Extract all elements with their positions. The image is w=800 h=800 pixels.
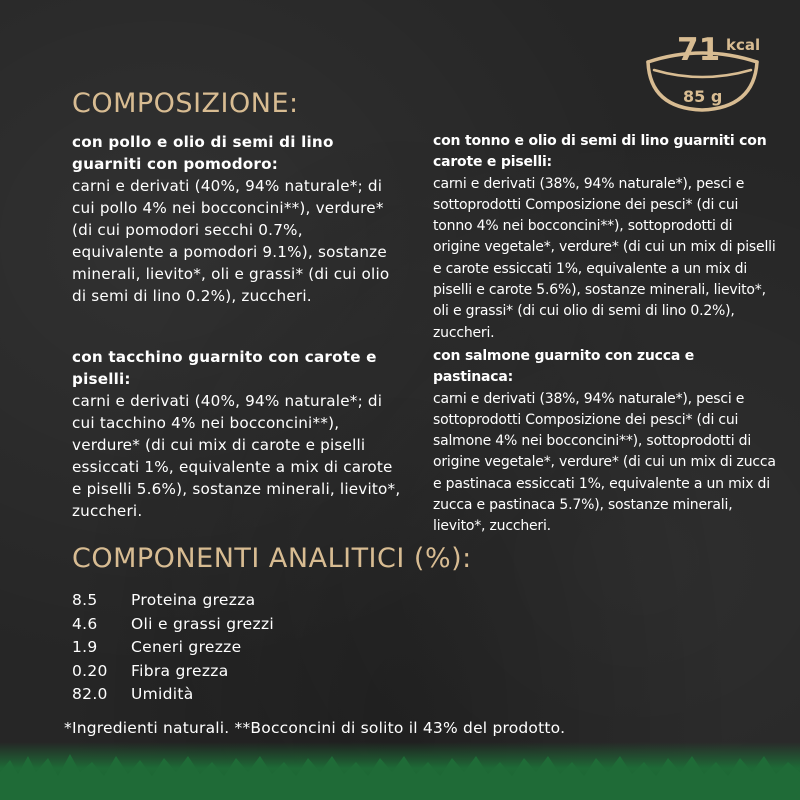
kcal-value: 71 — [677, 32, 721, 68]
analytics-label: Ceneri grezze — [131, 638, 242, 657]
variant-heading: con tacchino guarnito con carote e piselli: — [72, 348, 377, 388]
variant-ingredients: carni e derivati (38%, 94% naturale*), pesci e sottoprodotti Composizione dei pesci* (di cui tonno 4% nei bocconcini**), sottoprodotti di origine vegetale*, verdure* (di cui un mix di piselli e carote essiccati 1%, equivalente a un mix di piselli e carote 5.6%), sostanze minerali, lievito*, oli e grassi* (di cui olio di semi di lino 0.2%), zuccheri. — [433, 175, 776, 341]
composition-salmon — [433, 346, 778, 538]
portion-weight: 85 g — [683, 87, 723, 106]
variant-heading: con pollo e olio di semi di lino guarniti con pomodoro: — [72, 133, 334, 173]
variant-ingredients: carni e derivati (38%, 94% naturale*), pesci e sottoprodotti Composizione dei pesci* (di cui salmone 4% nei bocconcini**), sottoprodotti di origine vegetale*, verdure* (di cui un mix di zucca e pastinaca essiccati 1%, equivalente a un mix di zucca e pastinaca 5.7%), sostanze minerali, lievito*, zuccheri. — [433, 390, 776, 535]
analytics-value: 82.0 — [72, 685, 108, 704]
composition-tuna — [433, 131, 778, 344]
analytics-label: Fibra grezza — [131, 661, 229, 680]
analytics-label: Umidità — [131, 685, 194, 704]
variant-heading: con tonno e olio di semi di lino guarniti con carote e piselli: — [433, 133, 767, 171]
analytics-title: COMPONENTI ANALITICI (%): — [72, 543, 472, 574]
analytics-value: 8.5 — [72, 591, 98, 609]
variant-ingredients: carni e derivati (40%, 94% naturale*; di cui pollo 4% nei bocconcini**), verdure* (di cui pomodori secchi 0.7%, equivalente a pomodori 9.1%), sostanze minerali, lievito*, oli e grassi* (di cui olio di semi di lino 0.2%), zuccheri. — [72, 177, 390, 305]
composition-turkey — [72, 346, 402, 522]
analytics-value: 1.9 — [72, 638, 98, 657]
analytics-value: 4.6 — [72, 614, 98, 633]
analytics-row — [72, 683, 274, 707]
analytics-row — [72, 660, 274, 684]
analytics-row — [72, 589, 274, 613]
composition-title: COMPOSIZIONE: — [72, 88, 299, 119]
kcal-unit: kcal — [726, 36, 761, 54]
analytics-label: Proteina grezza — [131, 591, 256, 609]
analytics-label: Oli e grassi grezzi — [131, 614, 274, 633]
variant-heading: con salmone guarnito con zucca e pastinaca: — [433, 348, 695, 386]
analytics-row — [72, 613, 274, 637]
composition-chicken — [72, 131, 392, 307]
energy-badge — [640, 30, 765, 120]
analytics-value: 0.20 — [72, 661, 108, 680]
analytics-table — [72, 589, 274, 707]
footnote: *Ingredienti naturali. **Bocconcini di solito il 43% del prodotto. — [64, 719, 566, 737]
variant-ingredients: carni e derivati (40%, 94% naturale*; di cui tacchino 4% nei bocconcini**), verdure* (di cui mix di carote e piselli essiccati 1%, equivalente a mix di carote e piselli 5.6%), sostanze minerali, lievito*, zuccheri. — [72, 392, 401, 520]
analytics-row — [72, 636, 274, 660]
grass-strip — [0, 742, 800, 800]
